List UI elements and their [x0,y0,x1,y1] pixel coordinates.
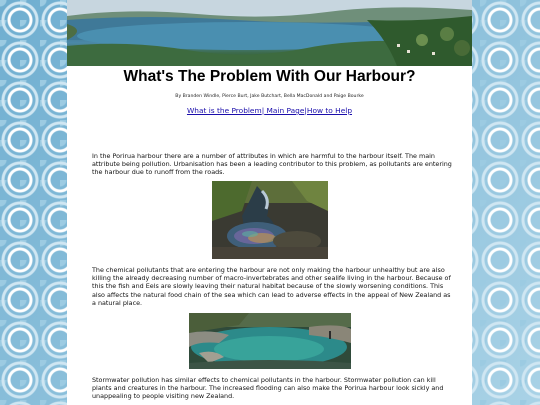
river-pool-photo [189,313,351,369]
polluted-stream-photo [212,181,328,259]
paragraph-pollution-intro: In the Porirua harbour there are a number of attributes in which are harmful to the harbour itself. The main attribute being pollution. Urbanisation has been a leading contributor to this problem, as pollutants are entering the harbour due to runoff from the roads. [92,152,452,177]
page-title: What's The Problem With Our Harbour? [123,68,416,85]
nav-separator: | [304,106,307,115]
nav-links [67,106,472,115]
paragraph-stormwater-pollution: Stormwater pollution has similar effects to chemical pollutants in the harbour. Stormwater pollution can kill plants and creatures in the harbour. The increased flooding can also make the Porirua harbour look sickly and unappealing to people visiting new Zealand. [92,376,444,401]
authors-byline: By Branden Windle, Pierce Burt, Jake Butchart, Bella MacDonald and Paige Bourke [175,94,364,99]
nav-separator: | [261,106,265,115]
content-column [67,0,472,405]
nav-link-main-page[interactable]: Main Page [264,106,305,115]
harbour-banner-image [67,0,472,66]
nav-link-how-to-help[interactable]: How to Help [306,106,353,115]
paragraph-chemical-pollutants: The chemical pollutants that are entering the harbour are not only making the harbour unhealthy but are also killing the already decreasing number of macro-invertebrates and other sealife living in the harbour. Because of this the fish and Eels are slowly leaving their natural habitat because of the slowly worsening conditions. This also affects the natural food chain of the sea which can lead to adverse effects in the appeal of New Zealand as a natural place. [92,266,451,307]
nav-link-what-is-the-problem[interactable]: What is the Problem [186,106,262,115]
